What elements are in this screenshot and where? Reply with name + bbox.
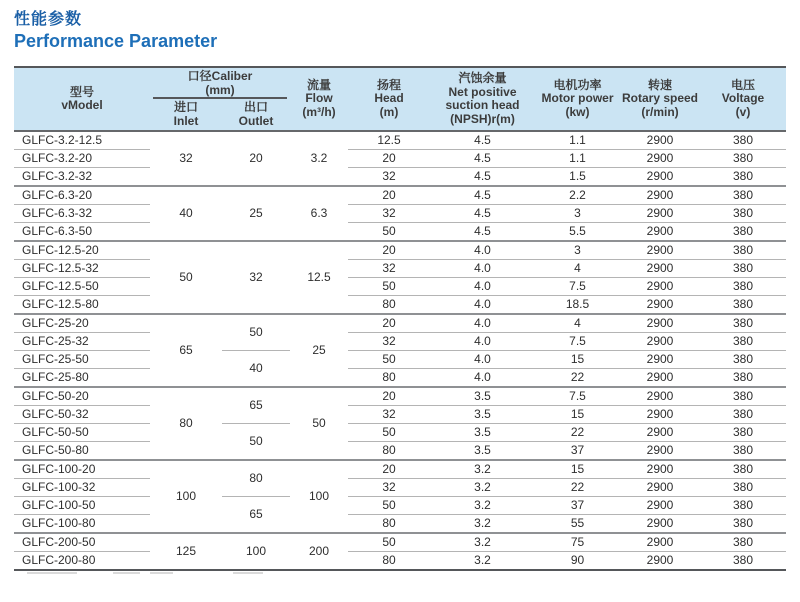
cell-head: 50 — [348, 497, 430, 515]
cell-model: GLFC-25-80 — [14, 369, 150, 388]
cell-model: GLFC-25-32 — [14, 333, 150, 351]
cell-model: GLFC-50-50 — [14, 424, 150, 442]
cell-flow: 3.2 — [290, 131, 348, 186]
cell-power: 7.5 — [535, 278, 620, 296]
table-row — [14, 241, 786, 260]
cell-npsh: 4.0 — [430, 260, 535, 278]
cell-npsh: 3.2 — [430, 515, 535, 534]
cell-voltage: 380 — [700, 479, 786, 497]
cell-voltage: 380 — [700, 223, 786, 242]
header-speed-zh: 转速 — [647, 77, 672, 92]
cell-power: 37 — [535, 442, 620, 461]
cell-inlet: 65 — [150, 314, 222, 387]
cell-outlet: 65 — [222, 387, 290, 424]
cell-outlet: 20 — [222, 131, 290, 186]
table-row — [14, 260, 786, 278]
cell-speed: 2900 — [620, 369, 700, 388]
cell-model: GLFC-12.5-20 — [14, 241, 150, 260]
table-row — [14, 533, 786, 552]
cell-head: 50 — [348, 351, 430, 369]
cell-npsh: 4.5 — [430, 186, 535, 205]
cell-npsh: 4.5 — [430, 168, 535, 187]
cell-npsh: 3.2 — [430, 533, 535, 552]
cell-npsh: 3.2 — [430, 497, 535, 515]
cell-npsh: 4.0 — [430, 351, 535, 369]
cell-voltage: 380 — [700, 205, 786, 223]
cell-flow: 100 — [290, 460, 348, 533]
cell-head: 50 — [348, 223, 430, 242]
cell-npsh: 4.0 — [430, 296, 535, 315]
cell-npsh: 4.5 — [430, 223, 535, 242]
cell-npsh: 4.0 — [430, 369, 535, 388]
header-caliber-unit: (mm) — [205, 82, 235, 97]
cell-voltage: 380 — [700, 497, 786, 515]
cell-head: 20 — [348, 241, 430, 260]
cell-speed: 2900 — [620, 278, 700, 296]
header-flow-unit: (m³/h) — [302, 104, 336, 119]
cell-npsh: 4.5 — [430, 150, 535, 168]
cell-voltage: 380 — [700, 296, 786, 315]
header-npsh-zh: 汽蚀余量 — [458, 71, 507, 85]
table-row — [14, 406, 786, 424]
cell-speed: 2900 — [620, 442, 700, 461]
page-heading — [14, 10, 217, 52]
header-inlet-zh: 进口 — [173, 100, 198, 114]
cell-power: 3 — [535, 241, 620, 260]
header-flow — [290, 67, 348, 131]
table-row — [14, 131, 786, 150]
table-row — [14, 278, 786, 296]
cell-head: 32 — [348, 479, 430, 497]
cell-npsh: 4.5 — [430, 131, 535, 150]
cell-power: 22 — [535, 424, 620, 442]
cell-voltage: 380 — [700, 150, 786, 168]
cell-model: GLFC-50-20 — [14, 387, 150, 406]
cell-power: 55 — [535, 515, 620, 534]
cell-flow: 200 — [290, 533, 348, 570]
cell-model: GLFC-12.5-32 — [14, 260, 150, 278]
table-row — [14, 552, 786, 571]
cell-power: 22 — [535, 369, 620, 388]
cell-inlet: 40 — [150, 186, 222, 241]
header-inlet — [150, 99, 222, 131]
header-rotary-speed — [620, 67, 700, 131]
cell-voltage: 380 — [700, 460, 786, 479]
header-flow-zh: 流量 — [306, 77, 331, 92]
header-speed-en: Rotary speed — [621, 91, 699, 106]
faded-print-artifact — [113, 572, 140, 574]
cell-npsh: 3.2 — [430, 479, 535, 497]
table-row — [14, 497, 786, 515]
header-flow-en: Flow — [305, 91, 333, 106]
cell-head: 32 — [348, 333, 430, 351]
header-outlet-en: Outlet — [238, 113, 274, 128]
cell-speed: 2900 — [620, 205, 700, 223]
cell-power: 15 — [535, 406, 620, 424]
table-row — [14, 314, 786, 333]
cell-outlet: 40 — [222, 351, 290, 388]
cell-speed: 2900 — [620, 406, 700, 424]
cell-head: 20 — [348, 387, 430, 406]
cell-speed: 2900 — [620, 168, 700, 187]
header-power-zh: 电机功率 — [553, 77, 602, 92]
cell-speed: 2900 — [620, 387, 700, 406]
cell-speed: 2900 — [620, 333, 700, 351]
header-caliber — [150, 67, 290, 99]
cell-speed: 2900 — [620, 241, 700, 260]
table-row — [14, 424, 786, 442]
cell-head: 80 — [348, 296, 430, 315]
table-row — [14, 296, 786, 315]
header-voltage-zh: 电压 — [730, 77, 755, 92]
header-npsh — [430, 67, 535, 131]
cell-inlet: 50 — [150, 241, 222, 314]
cell-voltage: 380 — [700, 333, 786, 351]
faded-print-artifact — [233, 572, 263, 574]
cell-voltage: 380 — [700, 533, 786, 552]
cell-flow: 6.3 — [290, 186, 348, 241]
header-head-en: Head — [374, 91, 404, 106]
cell-speed: 2900 — [620, 150, 700, 168]
cell-model: GLFC-25-20 — [14, 314, 150, 333]
cell-npsh: 4.0 — [430, 278, 535, 296]
cell-power: 5.5 — [535, 223, 620, 242]
cell-voltage: 380 — [700, 168, 786, 187]
page-title-chinese: 性能参数 — [14, 11, 83, 28]
cell-voltage: 380 — [700, 552, 786, 571]
cell-model: GLFC-50-32 — [14, 406, 150, 424]
header-npsh-en2: suction head — [445, 98, 520, 112]
cell-head: 50 — [348, 278, 430, 296]
table-row — [14, 186, 786, 205]
header-npsh-en1: Net positive — [448, 84, 517, 99]
faded-print-artifact — [27, 572, 77, 574]
performance-parameter-table — [14, 66, 786, 571]
cell-head: 32 — [348, 260, 430, 278]
cell-speed: 2900 — [620, 186, 700, 205]
cell-model: GLFC-6.3-50 — [14, 223, 150, 242]
table-row — [14, 205, 786, 223]
table-row — [14, 442, 786, 461]
cell-head: 80 — [348, 369, 430, 388]
cell-outlet: 50 — [222, 424, 290, 461]
table-row — [14, 168, 786, 187]
cell-voltage: 380 — [700, 515, 786, 534]
cell-voltage: 380 — [700, 186, 786, 205]
cell-power: 15 — [535, 460, 620, 479]
cell-model: GLFC-3.2-20 — [14, 150, 150, 168]
header-power-unit: (kw) — [565, 104, 590, 119]
cell-flow: 25 — [290, 314, 348, 387]
header-power-en: Motor power — [541, 91, 614, 106]
cell-speed: 2900 — [620, 314, 700, 333]
cell-model: GLFC-6.3-32 — [14, 205, 150, 223]
header-outlet — [222, 99, 290, 131]
table-row — [14, 333, 786, 351]
cell-head: 20 — [348, 150, 430, 168]
cell-power: 1.5 — [535, 168, 620, 187]
cell-power: 22 — [535, 479, 620, 497]
cell-model: GLFC-100-50 — [14, 497, 150, 515]
cell-power: 1.1 — [535, 131, 620, 150]
cell-voltage: 380 — [700, 278, 786, 296]
cell-model: GLFC-200-50 — [14, 533, 150, 552]
cell-model: GLFC-3.2-32 — [14, 168, 150, 187]
cell-head: 80 — [348, 442, 430, 461]
cell-speed: 2900 — [620, 296, 700, 315]
header-head-zh: 扬程 — [376, 77, 401, 92]
cell-model: GLFC-25-50 — [14, 351, 150, 369]
table-row — [14, 387, 786, 406]
header-model — [14, 67, 150, 131]
cell-head: 32 — [348, 406, 430, 424]
cell-inlet: 100 — [150, 460, 222, 533]
header-outlet-zh: 出口 — [243, 100, 268, 114]
cell-power: 7.5 — [535, 333, 620, 351]
cell-voltage: 380 — [700, 406, 786, 424]
cell-npsh: 3.5 — [430, 406, 535, 424]
table-body — [14, 131, 786, 570]
cell-voltage: 380 — [700, 260, 786, 278]
cell-npsh: 4.5 — [430, 205, 535, 223]
cell-outlet: 80 — [222, 460, 290, 497]
header-voltage-unit: (v) — [735, 104, 751, 119]
cell-outlet: 25 — [222, 186, 290, 241]
cell-model: GLFC-3.2-12.5 — [14, 131, 150, 150]
cell-voltage: 380 — [700, 314, 786, 333]
cell-power: 18.5 — [535, 296, 620, 315]
faded-print-artifact — [150, 572, 173, 574]
cell-outlet: 100 — [222, 533, 290, 570]
cell-inlet: 125 — [150, 533, 222, 570]
header-speed-unit: (r/min) — [641, 104, 679, 119]
cell-power: 90 — [535, 552, 620, 571]
cell-speed: 2900 — [620, 497, 700, 515]
cell-head: 32 — [348, 168, 430, 187]
cell-head: 50 — [348, 533, 430, 552]
cell-model: GLFC-100-32 — [14, 479, 150, 497]
cell-npsh: 4.0 — [430, 314, 535, 333]
cell-speed: 2900 — [620, 260, 700, 278]
cell-head: 80 — [348, 552, 430, 571]
cell-outlet: 65 — [222, 497, 290, 534]
cell-voltage: 380 — [700, 387, 786, 406]
cell-flow: 50 — [290, 387, 348, 460]
cell-model: GLFC-200-80 — [14, 552, 150, 571]
cell-speed: 2900 — [620, 515, 700, 534]
cell-head: 12.5 — [348, 131, 430, 150]
cell-voltage: 380 — [700, 351, 786, 369]
cell-npsh: 3.5 — [430, 424, 535, 442]
table-row — [14, 515, 786, 534]
cell-power: 3 — [535, 205, 620, 223]
cell-voltage: 380 — [700, 369, 786, 388]
cell-model: GLFC-12.5-50 — [14, 278, 150, 296]
cell-npsh: 3.5 — [430, 442, 535, 461]
cell-power: 1.1 — [535, 150, 620, 168]
cell-power: 4 — [535, 260, 620, 278]
cell-head: 32 — [348, 205, 430, 223]
cell-head: 50 — [348, 424, 430, 442]
header-model-zh: 型号 — [69, 84, 94, 99]
cell-voltage: 380 — [700, 131, 786, 150]
cell-inlet: 32 — [150, 131, 222, 186]
cell-outlet: 50 — [222, 314, 290, 351]
table-row — [14, 460, 786, 479]
cell-npsh: 4.0 — [430, 241, 535, 260]
cell-power: 37 — [535, 497, 620, 515]
header-head — [348, 67, 430, 131]
header-model-en: vModel — [61, 98, 103, 112]
cell-model: GLFC-6.3-20 — [14, 186, 150, 205]
cell-power: 7.5 — [535, 387, 620, 406]
cell-model: GLFC-100-80 — [14, 515, 150, 534]
cell-power: 15 — [535, 351, 620, 369]
cell-speed: 2900 — [620, 479, 700, 497]
header-voltage — [700, 67, 786, 131]
cell-power: 75 — [535, 533, 620, 552]
cell-head: 80 — [348, 515, 430, 534]
cell-npsh: 3.2 — [430, 552, 535, 571]
cell-speed: 2900 — [620, 351, 700, 369]
cell-outlet: 32 — [222, 241, 290, 314]
cell-power: 4 — [535, 314, 620, 333]
cell-speed: 2900 — [620, 552, 700, 571]
header-npsh-unit: (NPSH)r(m) — [450, 111, 515, 126]
cell-head: 20 — [348, 460, 430, 479]
header-caliber-zh: 口径Caliber — [187, 69, 253, 83]
cell-npsh: 4.0 — [430, 333, 535, 351]
cell-head: 20 — [348, 186, 430, 205]
page-title-english: Performance Parameter — [14, 31, 218, 51]
header-head-unit: (m) — [379, 104, 399, 119]
cell-npsh: 3.5 — [430, 387, 535, 406]
cell-voltage: 380 — [700, 241, 786, 260]
table-row — [14, 223, 786, 242]
cell-speed: 2900 — [620, 131, 700, 150]
cell-model: GLFC-50-80 — [14, 442, 150, 461]
cell-npsh: 3.2 — [430, 460, 535, 479]
cell-voltage: 380 — [700, 442, 786, 461]
cell-speed: 2900 — [620, 223, 700, 242]
table-row — [14, 369, 786, 388]
header-inlet-en: Inlet — [173, 113, 199, 128]
table-header — [14, 67, 786, 131]
cell-speed: 2900 — [620, 460, 700, 479]
cell-inlet: 80 — [150, 387, 222, 460]
table-row — [14, 150, 786, 168]
header-motor-power — [535, 67, 620, 131]
table-row — [14, 479, 786, 497]
cell-flow: 12.5 — [290, 241, 348, 314]
cell-voltage: 380 — [700, 424, 786, 442]
cell-head: 20 — [348, 314, 430, 333]
cell-speed: 2900 — [620, 424, 700, 442]
cell-model: GLFC-12.5-80 — [14, 296, 150, 315]
cell-speed: 2900 — [620, 533, 700, 552]
table-row — [14, 351, 786, 369]
header-voltage-en: Voltage — [721, 91, 765, 106]
cell-model: GLFC-100-20 — [14, 460, 150, 479]
cell-power: 2.2 — [535, 186, 620, 205]
